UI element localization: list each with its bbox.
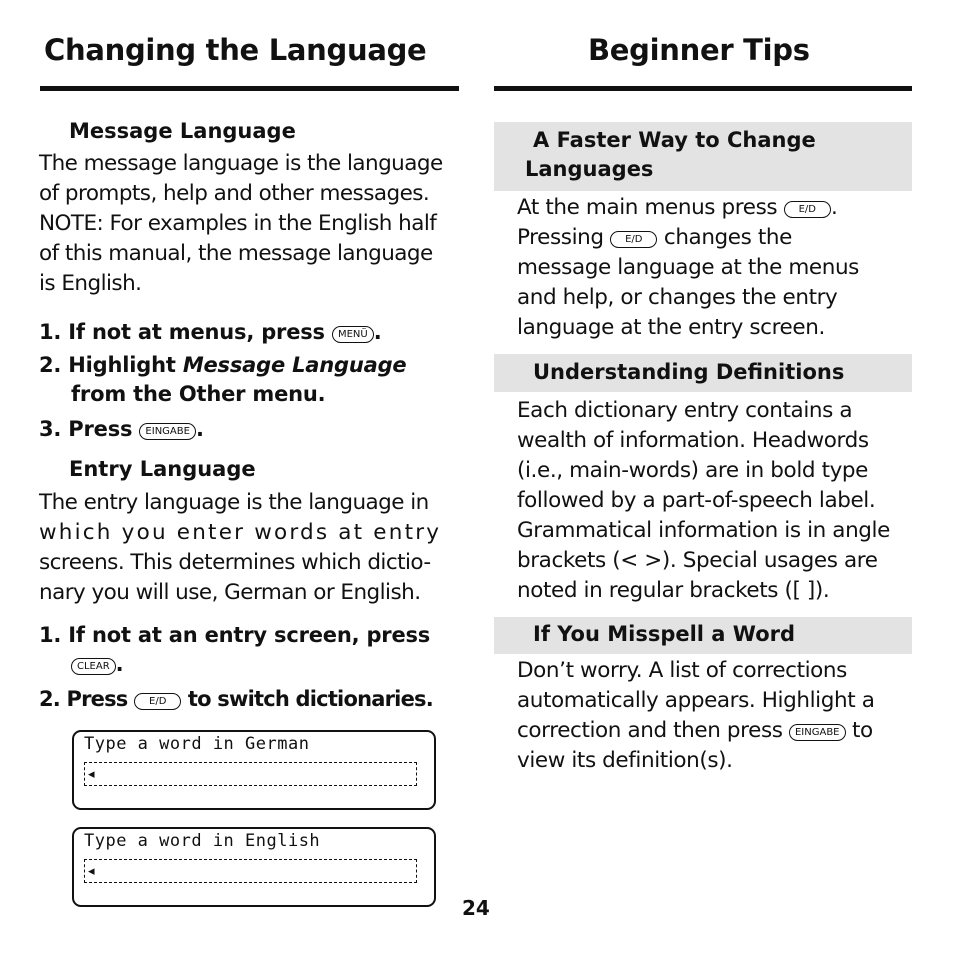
cursor-icon: ◂ [88, 864, 95, 879]
device-screen-german [72, 730, 436, 810]
entry-step-2: 2. Press E/D to switch dictionaries. [39, 687, 433, 711]
eingabe-key-icon: EINGABE [789, 724, 846, 741]
page-number: 24 [462, 896, 490, 920]
left-page-title: Changing the Language [44, 33, 427, 67]
menu-key-icon: MENÜ [332, 326, 374, 343]
definitions-heading: Understanding Definitions [533, 360, 845, 384]
device-screen-english [72, 827, 436, 907]
message-step-2: 2. Highlight Message Language [39, 353, 407, 377]
right-title-rule [494, 86, 912, 91]
screen-prompt-english: Type a word in English [84, 831, 321, 851]
clear-key-icon: CLEAR [71, 658, 116, 675]
message-step-2-cont: from the Other menu. [71, 382, 326, 406]
entry-step-1-cont: CLEAR . [71, 650, 123, 679]
ed-key-icon: E/D [610, 231, 657, 248]
message-language-heading: Message Language [69, 119, 296, 143]
definitions-band [494, 354, 912, 392]
entry-language-paragraph: The entry language is the language in which you enter words at entry screens. This determines which dictio- nary you will use, German or English. [39, 490, 442, 605]
left-title-rule [40, 86, 459, 91]
message-language-paragraph: The message language is the language of prompts, help and other messages. NOTE: For examples in the English half of this manual, the message language is English. [39, 151, 443, 296]
faster-way-paragraph: At the main menus press E/D . Pressing E/D changes the message language at the menus and help, or changes the entry language at the entry screen. [517, 195, 859, 340]
misspell-paragraph: Don’t worry. A list of corrections automatically appears. Highlight a correction and then press EINGABE to view its definition(s). [517, 658, 875, 773]
ed-key-icon: E/D [784, 201, 831, 218]
faster-way-band [494, 122, 912, 191]
ed-key-icon: E/D [134, 693, 181, 710]
eingabe-key-icon: EINGABE [139, 423, 196, 440]
right-page-title: Beginner Tips [588, 33, 810, 67]
faster-way-heading-2: Languages [525, 157, 654, 181]
entry-language-heading: Entry Language [69, 457, 256, 481]
misspell-heading: If You Misspell a Word [533, 622, 796, 646]
message-step-3: 3. Press EINGABE . [39, 417, 204, 441]
cursor-icon: ◂ [88, 767, 95, 782]
faster-way-heading-1: A Faster Way to Change [533, 128, 816, 152]
message-step-1: 1. If not at menus, press MENÜ . [39, 320, 382, 344]
entry-step-1: 1. If not at an entry screen, press [39, 623, 431, 647]
definitions-paragraph: Each dictionary entry contains a wealth of information. Headwords (i.e., main-words) are in bold type followed by a part-of-speech label. Grammatical information is in angle brackets (< >). Special usages are noted in regular brackets ([ ]). [517, 398, 890, 603]
entry-field-german [84, 762, 417, 786]
entry-field-english [84, 859, 417, 883]
screen-prompt-german: Type a word in German [84, 734, 310, 754]
misspell-band [494, 617, 912, 654]
